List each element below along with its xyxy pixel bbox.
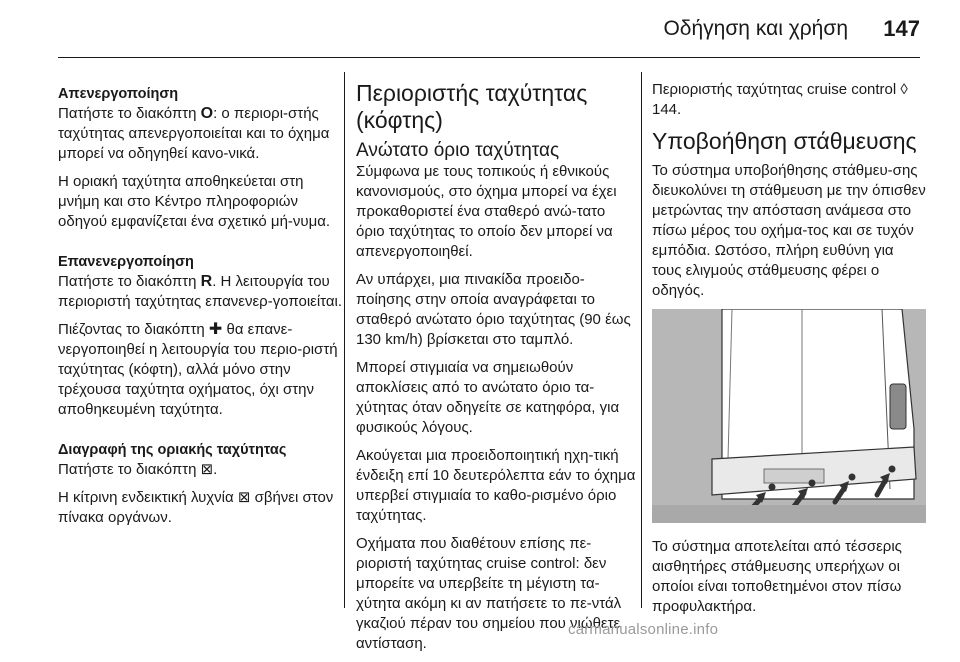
tail-light: [890, 384, 906, 429]
col2-paragraph-2: Αν υπάρχει, μια πινακίδα προειδο-ποίησης στην οποία αναγράφεται το σταθερό ανώτατο όριο ταχύτητας (90 έως 130 km/h) βρίσκεται στο ταμπλό.: [356, 271, 631, 348]
delete-heading: Διαγραφή της οριακής ταχύτητας: [58, 442, 287, 458]
header-divider: [58, 57, 920, 58]
resume-switch-icon: R: [200, 273, 213, 290]
col2-paragraph-4: Ακούγεται μια προειδοποιητική ηχη-τική ένδειξη επί 10 δευτερόλεπτα εάν το όχημα υπερβεί στιγμιαία το καθο-ρισμένο όριο ταχύτητας.: [356, 447, 636, 524]
parking-sensor-3: [849, 474, 856, 481]
cruise-control-reference: Περιοριστής ταχύτητας cruise control ◊ 144.: [652, 81, 908, 118]
parking-sensor-2: [809, 480, 816, 487]
delete-paragraph-1: Πατήστε το διακόπτη ⊠.: [58, 461, 218, 478]
delete-paragraph-2: Η κίτρινη ενδεικτική λυχνία ⊠ σβήνει στον πίνακα οργάνων.: [58, 489, 334, 526]
column-1: [58, 84, 343, 536]
col2-paragraph-5: Οχήματα που διαθέτουν επίσης πε-ριοριστή ταχύτητας cruise control: δεν μπορείτε να υπερβείτε τη μέγιστη τα-χύτητα ακόμη κι αν πατήσετε το πε-ντάλ γκαζιού πέραν του σημείου που νιώθετε αντίσταση.: [356, 535, 622, 652]
van-rear-illustration: [652, 309, 926, 523]
page-header: [0, 0, 960, 58]
column-2: [356, 80, 636, 662]
speed-limiter-title: Περιοριστής ταχύτητας (κόφτης): [356, 80, 588, 133]
max-speed-subtitle: Ανώτατο όριο ταχύτητας: [356, 140, 560, 161]
col2-paragraph-1: Σύμφωνα με τους τοπικούς ή εθνικούς κανονισμούς, στο όχημα μπορεί να έχει προκαθοριστεί ένα σταθερό ανώ-τατο όριο ταχύτητας το οποίο δεν μπορεί να απενεργοποιηθεί.: [356, 163, 617, 260]
col2-paragraph-3: Μπορεί στιγμιαία να σημειωθούν αποκλίσεις από το ανώτατο όριο τα-χύτητας όταν οδηγείτε σε κατηφόρα, για φυσικούς λόγους.: [356, 359, 620, 436]
deactivation-paragraph-2: Η οριακή ταχύτητα αποθηκεύεται στη μνήμη και στο Κέντρο πληροφοριών οδηγού εμφανίζεται ένα σχετικό μή-νυμα.: [58, 173, 331, 230]
parking-assist-title: Υποβοήθηση στάθμευσης: [652, 128, 917, 154]
col3-paragraph-1: Το σύστημα υποβοήθησης στάθμευ-σης διευκολύνει τη στάθμευση με την όπισθεν μετρώντας την απόσταση ανάμεσα στο πίσω μέρος του οχήμα-τος και σε τυχόν εμπόδια. Ωστόσο, πλήρη ευθύνη για τους ελιγμούς στάθμευσης φέρει ο οδηγός.: [652, 162, 926, 299]
column-3: [652, 80, 926, 625]
header-title: Οδήγηση και χρήση: [663, 17, 848, 40]
deactivation-paragraph-1: Πατήστε το διακόπτη O: ο περιορι-στής ταχύτητας απενεργοποιείται και το όχημα μπορεί να οδηγηθεί κανο-νικά.: [58, 105, 330, 162]
parking-sensor-4: [889, 466, 896, 473]
off-switch-icon: O: [200, 105, 214, 122]
column-divider-2: [641, 72, 642, 608]
reactivation-paragraph-1: Πατήστε το διακόπτη R. Η λειτουργία του περιοριστή ταχύτητας επανενερ-γοποιείται.: [58, 273, 343, 310]
parking-sensor-1: [769, 484, 776, 491]
page-number: 147: [883, 16, 920, 41]
deactivation-heading: Απενεργοποίηση: [58, 86, 179, 102]
column-divider-1: [344, 72, 345, 608]
plus-switch-icon: ✚: [208, 321, 223, 338]
rear-bumper-sensors-figure: [652, 309, 926, 523]
reactivation-heading: Επανενεργοποίηση: [58, 254, 194, 270]
reactivation-paragraph-2: Πιέζοντας το διακόπτη ✚ θα επανε-νεργοποιηθεί η λειτουργία του περιο-ριστή ταχύτητας (κόφτη), αλλά μόνο στην τρέχουσα ταχύτητα οχήματος, όχι στην αποθηκευμένη ταχύτητα.: [58, 321, 338, 418]
col3-paragraph-2: Το σύστημα αποτελείται από τέσσερις αισθητήρες στάθμευσης υπερήχων οι οποίοι είναι τοποθετημένοι στον πίσω προφυλακτήρα.: [652, 538, 902, 615]
watermark: carmanualsonline.info: [568, 621, 719, 638]
